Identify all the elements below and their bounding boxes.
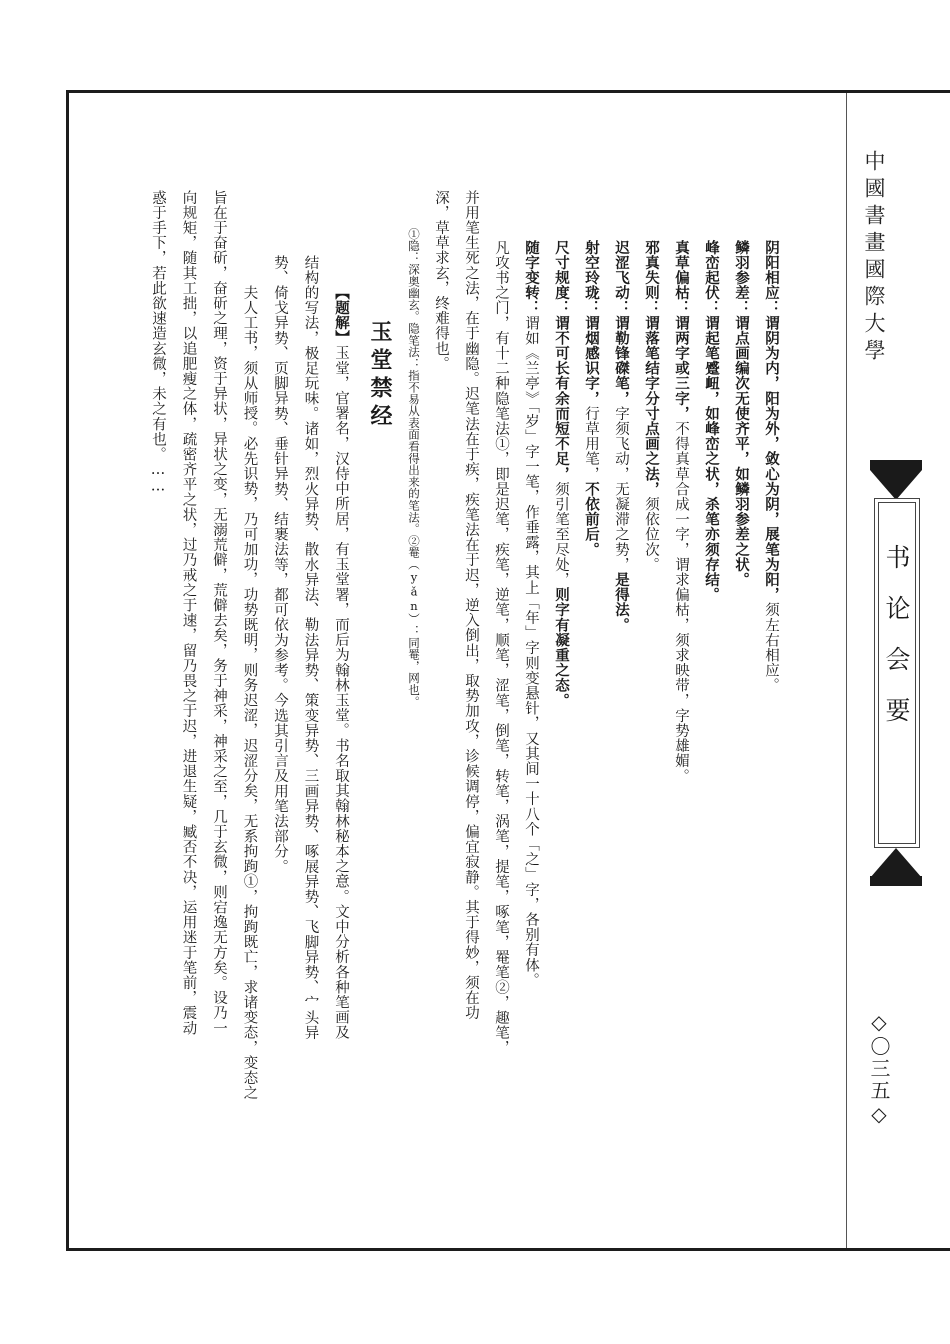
text-segment: 射空玲珑：谓烟感识字， bbox=[583, 240, 600, 407]
text-segment: 不得真草合成一字，谓求偏枯，须求映带，字势雄媚。 bbox=[673, 421, 689, 784]
section-title: 玉堂禁经 bbox=[367, 320, 393, 432]
text-segment: 是得法。 bbox=[613, 572, 630, 633]
text-segment: 深，草草求玄，终难得也。 bbox=[433, 190, 449, 372]
text-column bbox=[488, 240, 513, 1055]
text-segment: 邪真失则：谓落笔结字分寸点画之法， bbox=[643, 240, 660, 497]
text-segment: 结构的写法，极足玩味。诸如，烈火异势、散水异法、勒法异势、策变异势、三画异势、啄展异势、飞脚异势、宀头异 bbox=[302, 255, 319, 1041]
page-frame-left bbox=[66, 90, 69, 1251]
text-segment: 行草用笔， bbox=[583, 406, 599, 482]
text-segment: 随字变转： bbox=[523, 240, 540, 316]
text-segment: 迟涩飞动：谓勒锋磔笔， bbox=[613, 240, 630, 407]
text-segment: 向规矩，随其工拙，以追肥瘦之体，疏密齐平之状，过乃戒之于速，留乃畏之于迟，进退生疑，臧否不决，运用迷于笔前，震动 bbox=[180, 190, 197, 1036]
title-ornament-top bbox=[870, 470, 922, 500]
text-column bbox=[298, 255, 323, 1040]
text-column bbox=[518, 240, 544, 988]
text-segment: 夫人工书，须从师授。必先识势，乃可加功，功势既明，则务迟涩，迟涩分矣，无系拘跔①，拘跔既亡，求诸变态，变态之 bbox=[241, 285, 258, 1101]
text-segment: 字须飞动，无凝滞之势， bbox=[613, 406, 629, 573]
text-column bbox=[267, 255, 292, 874]
text-segment: 并用笔生死之法，在于幽隐。迟笔法在于疾，疾笔法在于迟，逆入倒出，取势加攻，诊候调停，偏宜寂静。其于得妙，须在功 bbox=[463, 190, 479, 1021]
text-segment: 即是迟笔，疾笔，逆笔，顺笔，涩笔，倒笔，转笔，涡笔，提笔，啄笔，罨笔②，趣笔， bbox=[493, 466, 509, 1056]
text-segment: 势、倚戈异势、页脚异势、垂针异势、结裹法等，都可依为参考。今选其引言及用笔法部分。 bbox=[272, 255, 288, 875]
text-column bbox=[145, 190, 170, 495]
text-column bbox=[638, 240, 664, 572]
text-segment: 旨在于奋斫，奋斫之理，资于异状，异状之变，无溺荒僻，荒僻去矣，务于神采，神采之至，几于玄微，则宕逸无方矣。设乃一 bbox=[211, 190, 227, 1036]
text-segment: 须左右相应。 bbox=[763, 602, 779, 694]
footnote: ①隐：深奥幽玄。隐笔法：指不易从表面看得出来的笔法。②罨（yǎn）：同罨，网也。 bbox=[407, 228, 421, 708]
text-column bbox=[206, 190, 231, 1036]
text-segment: 阴阳相应：谓阴为内，阳为外，敛心为阴，展笔为阳， bbox=[763, 240, 780, 603]
text-segment: 尺寸规度：谓不可长有余而短不足， bbox=[553, 240, 570, 482]
title-ornament-bottom bbox=[870, 848, 922, 878]
text-segment: 真草偏枯：谓两字或三字， bbox=[673, 240, 690, 422]
text-column bbox=[176, 190, 201, 1036]
text-column bbox=[698, 240, 724, 602]
text-segment: 峰峦起伏：谓起笔蹙衄，如峰峦之状，杀笔亦须存结。 bbox=[703, 240, 720, 603]
text-column bbox=[758, 240, 784, 693]
page-number: ◇〇三五◇ bbox=[867, 1010, 891, 1128]
text-column bbox=[608, 240, 634, 633]
margin-divider bbox=[846, 93, 847, 1248]
text-segment: 谓如《兰亭》「岁」字一笔，作垂露，其上「年」字则变悬针，又其间一十八个「之」字，各别有体。 bbox=[523, 315, 539, 988]
text-segment: 鳞羽参差：谓点画编次无使齐平，如鳞羽参差之状。 bbox=[733, 240, 750, 588]
text-segment: 须引笔至尽处， bbox=[553, 481, 569, 588]
page-frame-top bbox=[66, 90, 950, 93]
text-column bbox=[578, 240, 604, 557]
text-column bbox=[237, 285, 262, 1100]
page-frame-bottom bbox=[66, 1248, 950, 1251]
title-ornament-top-bar bbox=[870, 460, 922, 470]
text-column bbox=[328, 285, 354, 1040]
text-segment: 不依前后。 bbox=[583, 481, 600, 558]
text-column bbox=[728, 240, 754, 587]
text-column bbox=[428, 190, 453, 371]
title-ornament-bottom-bar bbox=[870, 876, 922, 886]
text-segment: 玉堂，官署名，汉侍中所居，有玉堂署，而后为翰林玉堂。书名取其翰林秘本之意。文中分析各种笔画及 bbox=[333, 345, 349, 1041]
text-column bbox=[668, 240, 694, 784]
side-title: 书论会要 bbox=[882, 544, 911, 748]
text-segment: 须依位次。 bbox=[643, 496, 659, 573]
text-column bbox=[548, 240, 574, 708]
text-column bbox=[458, 190, 483, 1021]
text-segment: 惑于手下，若此欲速造玄微，未之有也。…… bbox=[150, 190, 166, 495]
text-segment: 凡攻书之门，有十二种隐笔法①， bbox=[493, 240, 509, 467]
text-segment: 则字有凝重之态。 bbox=[553, 587, 570, 709]
text-segment: 【题解】 bbox=[333, 285, 350, 346]
university-name: 中國書畫國際大學 bbox=[862, 150, 886, 366]
